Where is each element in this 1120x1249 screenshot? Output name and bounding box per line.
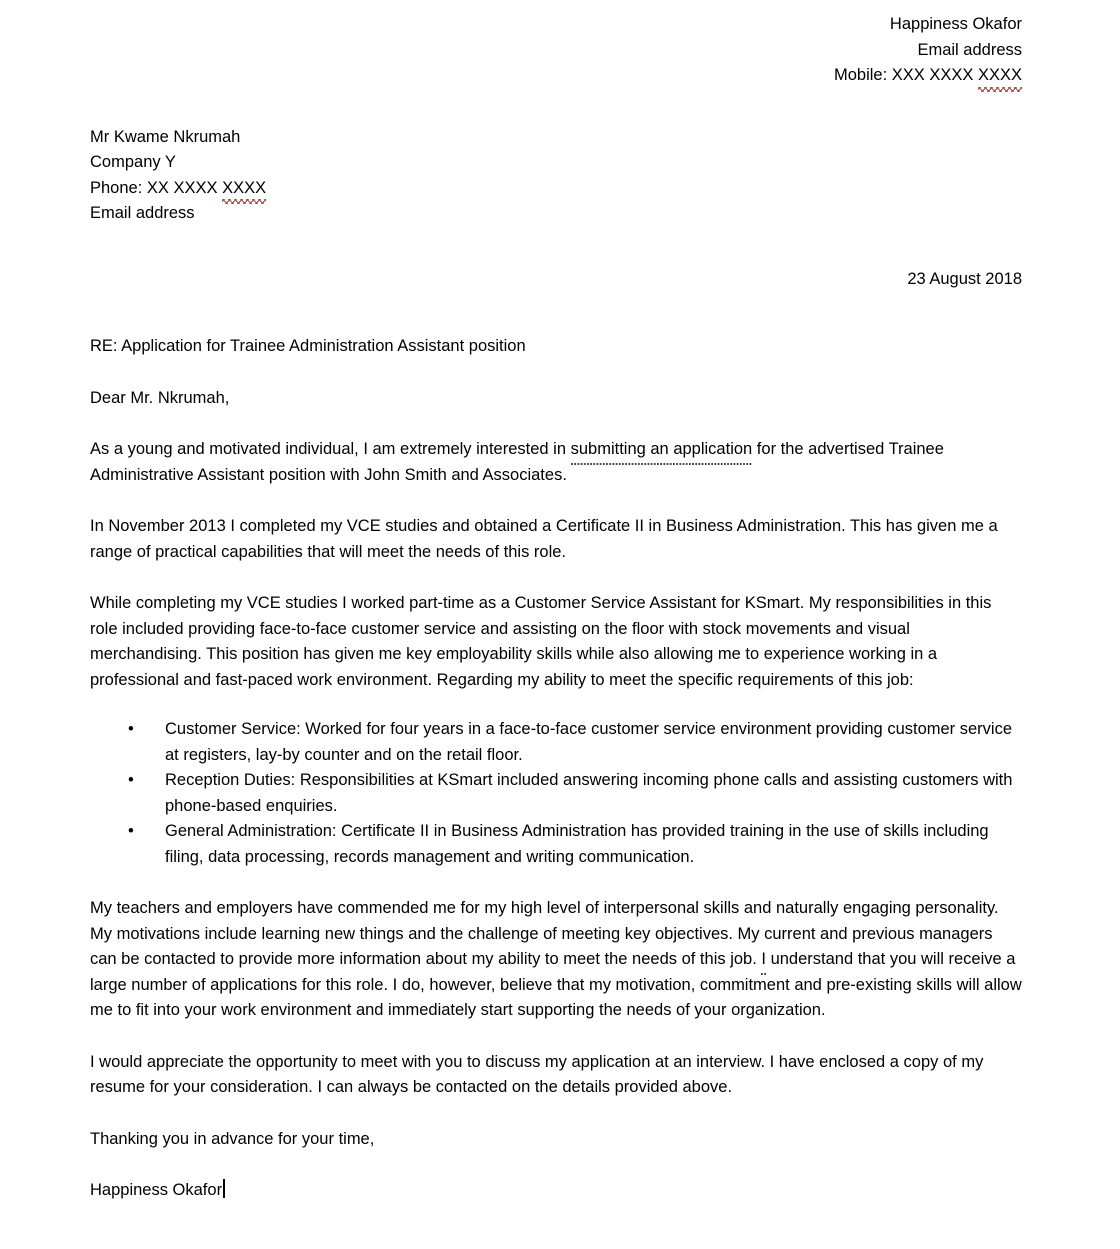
paragraph-1-after: for the advertised Trainee Administrative Assistant position with John Smith and Associates. — [90, 440, 944, 484]
recipient-name: Mr Kwame Nkrumah — [90, 127, 241, 146]
list-item-text: General Administration: Certificate II in Business Administration has provided training in the use of skills including filing, data processing, records management and writing communication. — [165, 822, 989, 866]
closing-block — [90, 1127, 1022, 1153]
sender-details — [90, 0, 1022, 89]
paragraph-4-after: understand that you will receive a large number of applications for this role. I do, however, believe that my motivation, commitment and pre-existing skills will allow me to fit into your work environment and immediately start supporting the needs of your organization. — [90, 950, 1022, 1019]
list-item — [90, 819, 1022, 870]
text-cursor-caret — [223, 1179, 225, 1198]
sender-mobile — [90, 63, 1022, 89]
letter-date-block — [90, 267, 1022, 293]
bullet-icon: • — [128, 822, 134, 840]
letter-date: 23 August 2018 — [907, 269, 1022, 288]
list-item-text: Reception Duties: Responsibilities at KSmart included answering incoming phone calls and assisting customers with phone-based enquiries. — [165, 771, 1013, 815]
document-body — [90, 0, 1022, 1204]
signature-line — [90, 1178, 1022, 1204]
list-item-text: Customer Service: Worked for four years in a face-to-face customer service environment providing customer service at registers, lay-by counter and on the retail floor. — [165, 720, 1013, 764]
spelling-error-mobile[interactable]: XXXX — [978, 63, 1022, 89]
recipient-phone-prefix: Phone: XX XXXX — [90, 178, 223, 197]
body-paragraph-5: I would appreciate the opportunity to meet with you to discuss my application at an interview. I have enclosed a copy of my resume for your consideration. I can always be contacted on the details provided above. — [90, 1052, 984, 1096]
recipient-email: Email address — [90, 204, 195, 222]
spelling-error-phone[interactable]: XXXX — [222, 176, 266, 202]
body-paragraph-3: While completing my VCE studies I worked part-time as a Customer Service Assistant for KSmart. My responsibilities in this role included providing face-to-face customer service and assisting on the floor with stock movements and visual merchandising. This position has given me key employability skills while also allowing me to experience working in a professional and fast-paced work environment. Regarding my ability to meet the specific requirements of this job: — [90, 594, 992, 689]
subject-line-block — [90, 334, 1022, 360]
qualifications-list — [90, 717, 1022, 870]
closing-line: Thanking you in advance for your time, — [90, 1129, 375, 1148]
bullet-icon: • — [128, 720, 134, 738]
bullet-icon: • — [128, 771, 134, 789]
paragraph-4-before: My teachers and employers have commended me for my high level of interpersonal skills and naturally engaging personality. My motivations include learning new things and the challenge of meeting key objectives. My current and previous managers can be contacted to provide more information about my ability to meet the needs of this job. — [90, 899, 999, 968]
list-item — [90, 768, 1022, 819]
list-item — [90, 717, 1022, 768]
recipient-phone — [90, 176, 1022, 202]
body-paragraph-2: In November 2013 I completed my VCE studies and obtained a Certificate II in Business Administration. This has given me a range of practical capabilities that will meet the needs of this role. — [90, 517, 998, 561]
signature-name: Happiness Okafor — [90, 1181, 223, 1199]
paragraph-1-before: As a young and motivated individual, I am extremely interested in — [90, 440, 571, 458]
subject-line: RE: Application for Trainee Administration Assistant position — [90, 337, 526, 355]
recipient-company: Company Y — [90, 153, 176, 171]
sender-email: Email address — [917, 40, 1022, 59]
salutation-block — [90, 386, 1022, 412]
recipient-details — [90, 125, 1022, 227]
sender-name: Happiness Okafor — [889, 15, 1022, 33]
signature-block — [90, 1178, 1022, 1204]
body-paragraph-1 — [90, 437, 1022, 488]
body-paragraph-4 — [90, 896, 1022, 1024]
salutation: Dear Mr. Nkrumah, — [90, 388, 230, 407]
sender-mobile-prefix: Mobile: XXX XXXX — [833, 66, 978, 84]
grammar-error-i[interactable]: I — [761, 947, 766, 973]
grammar-error-submitting-an-application[interactable]: submitting an application — [571, 437, 753, 463]
